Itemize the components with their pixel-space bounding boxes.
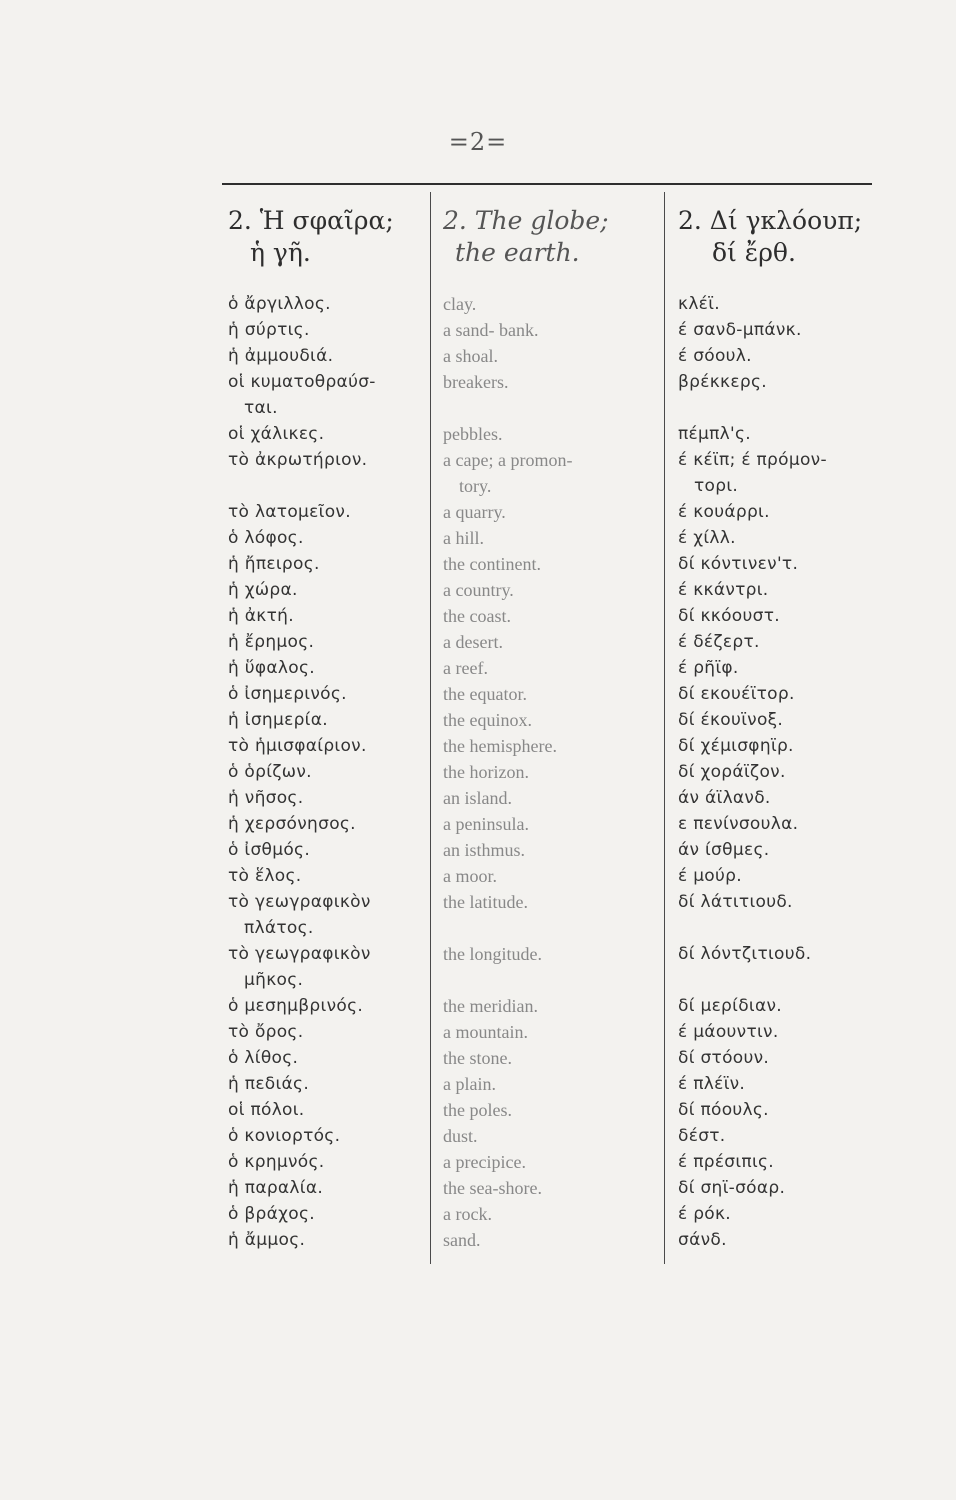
english-word-row: the continent. <box>443 554 541 574</box>
greek-word-row: ἡ ἄμμος. <box>228 1230 306 1250</box>
greek-word-row: ἡ χώρα. <box>228 580 298 600</box>
english-word-row <box>443 915 658 941</box>
english-word-row: sand. <box>443 1230 481 1250</box>
greek-word-row: ὁ ἰσθμός. <box>228 840 311 860</box>
greek-word-row: ἡ πεδιάς. <box>228 1074 310 1094</box>
greek-header-line1: 2. Ἡ σφαῖρα; <box>228 206 394 235</box>
english-word-row: a moor. <box>443 866 497 886</box>
english-word-row: the hemisphere. <box>443 736 557 756</box>
greek-word-row: ὁ βράχος. <box>228 1204 315 1224</box>
pronunciation-word-row: δί μερίδιαν. <box>678 996 782 1016</box>
greek-word-row: τὸ ἡμισφαίριον. <box>228 736 367 756</box>
english-word-row: clay. <box>443 294 477 314</box>
pronunciation-word-row: έ κέϊπ; έ πρόμον- <box>678 450 827 470</box>
greek-word-row: ἡ ἰσημερία. <box>228 710 328 730</box>
greek-word-row: ἡ ὕφαλος. <box>228 658 315 678</box>
pronunciation-header-line1: 2. Δί γκλόουπ; <box>678 206 863 235</box>
pronunciation-word-row: πέμπλ'ς. <box>678 424 751 444</box>
pronunciation-word-row: δί χοράϊζον. <box>678 762 786 782</box>
english-word-row: a mountain. <box>443 1022 528 1042</box>
pronunciation-word-row: δί κκόουστ. <box>678 606 780 626</box>
pronunciation-word-row <box>678 915 878 941</box>
pronunciation-word-row: έ χίλλ. <box>678 528 736 548</box>
english-word-row: a peninsula. <box>443 814 529 834</box>
english-word-row: an isthmus. <box>443 840 526 860</box>
pronunciation-word-row <box>678 967 878 993</box>
pronunciation-word-row: βρέκκερς. <box>678 372 767 392</box>
english-word-row: a rock. <box>443 1204 492 1224</box>
greek-header-line2: ἡ γῆ. <box>250 238 311 267</box>
greek-word-row: ὁ ἰσημερινός. <box>228 684 347 704</box>
pronunciation-word-row: κλέϊ. <box>678 294 720 314</box>
pronunciation-word-row: έ μάουντιν. <box>678 1022 779 1042</box>
greek-word-row: τὸ ὄρος. <box>228 1022 304 1042</box>
greek-word-row: πλάτος. <box>244 918 314 938</box>
greek-column <box>228 205 428 1253</box>
greek-word-row: ἡ χερσόνησος. <box>228 814 356 834</box>
greek-word-row: ἡ ἀκτή. <box>228 606 294 626</box>
greek-word-row: οἱ πόλοι. <box>228 1100 305 1120</box>
pronunciation-word-row: δί σηϊ-σόαρ. <box>678 1178 786 1198</box>
english-word-row: a cape; a promon- <box>443 450 573 470</box>
english-word-row: a shoal. <box>443 346 498 366</box>
column-divider-left <box>430 192 431 1264</box>
pronunciation-word-row: δί στόουν. <box>678 1048 770 1068</box>
page-number: =2= <box>448 128 508 156</box>
pronunciation-word-row: τορι. <box>694 476 739 496</box>
pronunciation-word-row: έ σανδ-μπάνκ. <box>678 320 802 340</box>
english-word-row: the equinox. <box>443 710 532 730</box>
pronunciation-word-row: έ κουάρρι. <box>678 502 770 522</box>
pronunciation-header-line2: δί ἔρθ. <box>712 238 796 267</box>
english-word-row: the horizon. <box>443 762 529 782</box>
english-word-row: tory. <box>459 476 492 496</box>
pronunciation-word-row: έ πρέσιπις. <box>678 1152 775 1172</box>
greek-word-list <box>228 291 428 1253</box>
greek-word-row: ὁ κρημνός. <box>228 1152 325 1172</box>
english-word-row: a precipice. <box>443 1152 526 1172</box>
greek-word-row: τὸ ἀκρωτήριον. <box>228 450 368 470</box>
english-word-row: a country. <box>443 580 514 600</box>
english-word-row: a quarry. <box>443 502 506 522</box>
greek-word-row: μῆκος. <box>244 970 304 990</box>
greek-word-row: ἡ ἔρημος. <box>228 632 315 652</box>
pronunciation-word-row: έ μούρ. <box>678 866 742 886</box>
pronunciation-word-list <box>678 291 878 1253</box>
header-rule <box>222 183 872 185</box>
pronunciation-word-row: δί χέμισφηϊρ. <box>678 736 794 756</box>
english-word-row: the coast. <box>443 606 511 626</box>
greek-word-row: τὸ γεωγραφικὸν <box>228 892 371 912</box>
english-column-header <box>443 205 658 269</box>
pronunciation-word-row: έ ρῆϊφ. <box>678 658 739 678</box>
english-word-row: a sand- bank. <box>443 320 539 340</box>
english-header-line1: 2. The globe; <box>443 206 609 235</box>
pronunciation-column-header <box>678 205 878 269</box>
greek-word-row: ὁ κονιορτός. <box>228 1126 341 1146</box>
english-word-row: the longitude. <box>443 944 542 964</box>
greek-word-row: ἡ παραλία. <box>228 1178 324 1198</box>
english-header-line2: the earth. <box>455 238 580 267</box>
english-word-row: a plain. <box>443 1074 496 1094</box>
pronunciation-word-row: έ ρόκ. <box>678 1204 732 1224</box>
pronunciation-word-row: δί λάτιτιουδ. <box>678 892 793 912</box>
english-word-row: the stone. <box>443 1048 512 1068</box>
pronunciation-word-row: δέστ. <box>678 1126 726 1146</box>
greek-word-row: τὸ λατομεῖον. <box>228 502 351 522</box>
english-word-row: a desert. <box>443 632 503 652</box>
pronunciation-word-row: δί κόντινεν'τ. <box>678 554 799 574</box>
pronunciation-word-row: δί λόντζιτιουδ. <box>678 944 812 964</box>
english-word-row: the equator. <box>443 684 527 704</box>
greek-word-row: ὁ λόφος. <box>228 528 304 548</box>
greek-word-row: τὸ γεωγραφικὸν <box>228 944 371 964</box>
greek-word-row: ὁ μεσημβρινός. <box>228 996 364 1016</box>
greek-word-row: ὁ ἄργιλλος. <box>228 294 331 314</box>
english-word-row: the poles. <box>443 1100 512 1120</box>
pronunciation-word-row: έ πλέϊν. <box>678 1074 746 1094</box>
english-word-row: the latitude. <box>443 892 528 912</box>
english-word-row: the sea-shore. <box>443 1178 542 1198</box>
greek-word-row <box>228 473 428 499</box>
english-word-row: an island. <box>443 788 512 808</box>
greek-word-row: οἱ κυματοθραύσ- <box>228 372 376 392</box>
english-word-row <box>443 967 658 993</box>
english-word-list <box>443 291 658 1253</box>
greek-word-row: οἱ χάλικες. <box>228 424 325 444</box>
greek-word-row: ὁ ὁρίζων. <box>228 762 312 782</box>
pronunciation-word-row <box>678 395 878 421</box>
pronunciation-word-row: σάνδ. <box>678 1230 727 1250</box>
pronunciation-word-row: έ σόουλ. <box>678 346 752 366</box>
pronunciation-word-row: άν ίσθμες. <box>678 840 770 860</box>
greek-word-row: τὸ ἕλος. <box>228 866 302 886</box>
pronunciation-word-row: έ κκάντρι. <box>678 580 769 600</box>
english-word-row: a hill. <box>443 528 484 548</box>
greek-word-row: ἡ ἤπειρος. <box>228 554 320 574</box>
english-word-row: the meridian. <box>443 996 538 1016</box>
greek-word-row: ἡ σύρτις. <box>228 320 310 340</box>
english-word-row: breakers. <box>443 372 509 392</box>
pronunciation-word-row: δί εκουέϊτορ. <box>678 684 795 704</box>
pronunciation-word-row: έ δέζερτ. <box>678 632 760 652</box>
english-word-row: a reef. <box>443 658 488 678</box>
greek-word-row: ὁ λίθος. <box>228 1048 299 1068</box>
greek-word-row: ἡ νῆσος. <box>228 788 304 808</box>
pronunciation-word-row: δί πόουλς. <box>678 1100 769 1120</box>
english-word-row <box>443 395 658 421</box>
greek-column-header <box>228 205 428 269</box>
pronunciation-word-row: δί έκουϊνοξ. <box>678 710 784 730</box>
pronunciation-column <box>678 205 878 1253</box>
pronunciation-word-row: ε πενίνσουλα. <box>678 814 799 834</box>
english-word-row: pebbles. <box>443 424 503 444</box>
english-word-row: dust. <box>443 1126 478 1146</box>
english-column <box>443 205 658 1253</box>
column-divider-right <box>664 192 665 1264</box>
greek-word-row: ἡ ἀμμουδιά. <box>228 346 334 366</box>
greek-word-row: ται. <box>244 398 278 418</box>
pronunciation-word-row: άν άϊλανδ. <box>678 788 771 808</box>
